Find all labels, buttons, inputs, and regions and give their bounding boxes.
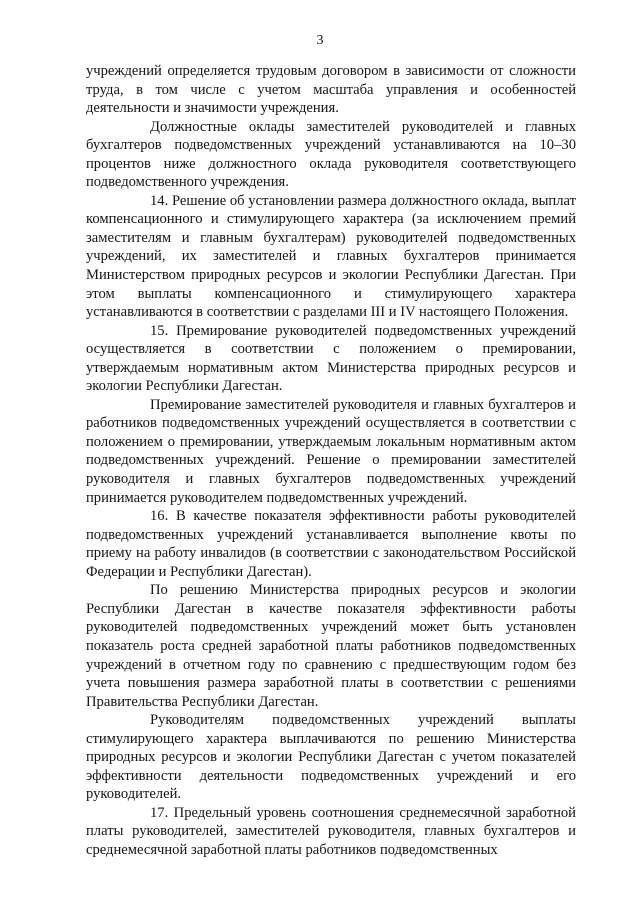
paragraph-salary-growth-indicator: По решению Министерства природных ресурсов и экологии Республики Дагестан в качестве показателя эффективности работы руководителей подведомственных учреждений может быть установлен показатель роста средней заработной платы работников подведомственных учреждений в отчетном году по сравнению с предшествующим годом без учета повышения размера заработной платы в соответствии с решениями Правительства Республики Дагестан.: [86, 582, 576, 710]
document-body: [86, 62, 576, 860]
paragraph-continued: учреждений определяется трудовым договором в зависимости от сложности труда, в том числе с учетом масштаба управления и особенностей деятельности и значимости учреждения.: [86, 63, 576, 117]
paragraph-item-17: 17. Предельный уровень соотношения среднемесячной заработной платы руководителей, заместителей руководителя, главных бухгалтеров и среднемесячной заработной платы работников подведомственных: [86, 804, 576, 858]
paragraph-deputy-salaries: Должностные оклады заместителей руководителей и главных бухгалтеров подведомственных учреждений устанавливаются на 10–30 процентов ниже должностного оклада руководителя соответствующего подведомственного учреждения.: [86, 118, 576, 191]
paragraph-incentive-payments: Руководителям подведомственных учреждений выплаты стимулирующего характера выплачиваются по решению Министерства природных ресурсов и экологии Республики Дагестан с учетом показателей эффективности деятельности подведомственных учреждений и его руководителей.: [86, 712, 576, 803]
paragraph-deputy-bonuses: Премирование заместителей руководителя и главных бухгалтеров и работников подведомственных учреждений осуществляется в соответствии с положением о премировании, утверждаемым локальным нормативным актом подведомственных учреждений. Решение о премировании заместителей руководителя и главных бухгалтеров подведомственных учреждений принимается руководителем подведомственных учреждений.: [86, 396, 576, 506]
paragraph-item-15: 15. Премирование руководителей подведомственных учреждений осуществляется в соответствии с положением о премировании, утверждаемым нормативным актом Министерства природных ресурсов и экологии Республики Дагестан.: [86, 322, 576, 395]
paragraph-item-16: 16. В качестве показателя эффективности работы руководителей подведомственных учреждений устанавливается выполнение квоты по приему на работу инвалидов (в соответствии с законодательством Российской Федерации и Республики Дагестан).: [86, 508, 576, 580]
paragraph-item-14: 14. Решение об установлении размера должностного оклада, выплат компенсационного и стимулирующего характера (за исключением премий заместителям и главным бухгалтерам) руководителей подведомственных учреждений, их заместителей и главных бухгалтеров принимается Министерством природных ресурсов и экологии Республики Дагестан. При этом выплаты компенсационного и стимулирующего характера устанавливаются в соответствии с разделами III и IV настоящего Положения.: [86, 192, 576, 321]
page-number: 3: [316, 33, 324, 48]
